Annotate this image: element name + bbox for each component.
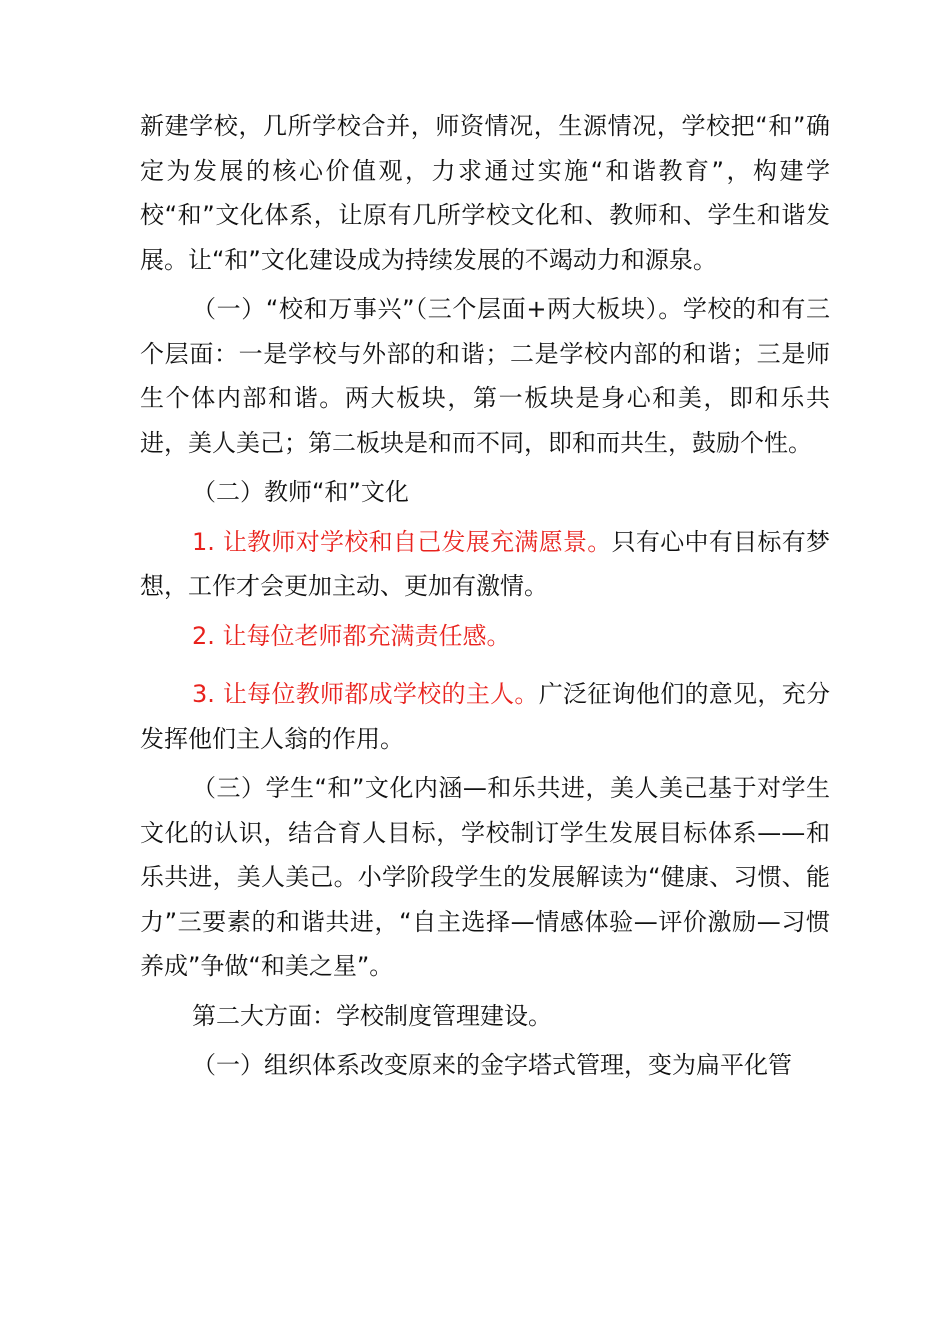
- paragraph-teacher-point-3: [140, 672, 830, 761]
- paragraph-teacher-point-1: [140, 520, 830, 609]
- document-body: [140, 104, 830, 1093]
- paragraph-section-one: （一）“校和万事兴”（三个层面+两大板块）。学校的和有三个层面：一是学校与外部的和谐；二是学校内部的和谐；三是师生个体内部和谐。两大板块，第一板块是身心和美，即和乐共进，美人美己；第二板块是和而不同，即和而共生，鼓励个性。: [140, 295, 830, 457]
- highlight-text: 1. 让教师对学校和自己发展充满愿景。: [192, 527, 612, 556]
- paragraph-organization: （一）组织体系改变原来的金字塔式管理，变为扁平化管: [192, 1051, 792, 1079]
- paragraph-intro: 新建学校，几所学校合并，师资情况，生源情况，学校把“和”确定为发展的核心价值观，力求通过实施“和谐教育”，构建学校“和”文化体系，让原有几所学校文化和、教师和、学生和谐发展。让“和”文化建设成为持续发展的不竭动力和源泉。: [140, 112, 830, 274]
- paragraph-text: 只有心中有目标有梦想，工作才会更加主动、更加有激情。: [140, 527, 830, 600]
- paragraph-text: 广泛征询他们的意见，充分发挥他们主人翁的作用。: [140, 680, 831, 753]
- highlight-text: 3. 让每位教师都成学校的主人。: [192, 680, 539, 708]
- paragraph-student-culture: （三）学生“和”文化内涵—和乐共进，美人美己基于对学生文化的认识，结合育人目标，学校制订学生发展目标体系——和乐共进，美人美己。小学阶段学生的发展解读为“健康、习惯、能力”三要素的和谐共进，“自主选择—情感体验—评价激励—习惯养成”争做“和美之星”。: [140, 774, 830, 980]
- paragraph-teacher-culture-heading: （二）教师“和”文化: [192, 478, 409, 506]
- paragraph-section-two-heading: 第二大方面：学校制度管理建设。: [192, 1001, 552, 1030]
- paragraph-teacher-point-2: [140, 614, 830, 659]
- highlight-text: 2. 让每位老师都充满责任感。: [192, 621, 511, 650]
